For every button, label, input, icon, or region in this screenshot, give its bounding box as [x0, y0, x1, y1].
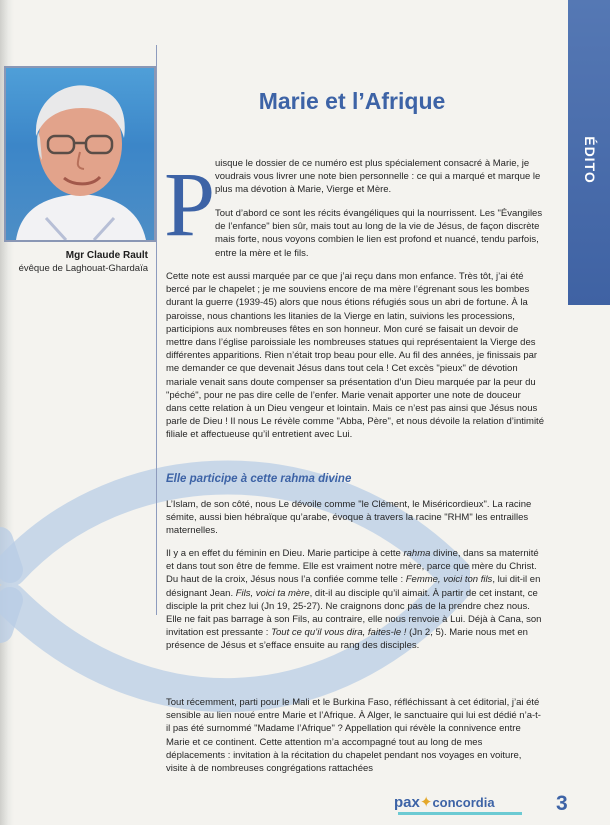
- paragraph-5-quote: Fils, voici ta mère: [235, 587, 310, 599]
- section-tab-label: ÉDITO: [582, 136, 598, 184]
- logo-pax: pax: [394, 794, 420, 811]
- paragraph-5-part: , lui dit-il en désignant Jean.: [166, 574, 541, 599]
- logo-dot-icon: ✦: [419, 794, 433, 811]
- logo-concordia: concordia: [432, 795, 495, 810]
- author-role: évêque de Laghouat-Ghardaïa: [18, 263, 148, 274]
- paragraph-3: Cette note est aussi marquée par ce que j’ai reçu dans mon enfance. Très tôt, j’ai été bercé par le chapelet ; je me souviens encore de ma mère l’égrenant sous les bombes durant la guerre (1939-45) alors que nous étions réfugiés sous un abri de fortune. À la paroisse, nous chantions les litanies de la Vierge en latin, suivions les processions, participions aux nombreuses fêtes en son honneur. Mon curé se faisait un devoir de mettre dans l’église paroissiale les nombreuses statues qui représentaient la Vierge des différentes apparitions. Rien n’était trop beau pour elle. Au fil des années, je finissais par me demander ce que devenait Jésus dans tout cela ! Cet excès "pieux" de dévotion mariale venait sans doute compenser sa présentation d’un Dieu marquée par la peur du "péché", pour ne pas dire celle de l’enfer. Marie venait apporter une note de douceur dans cette relation à un Dieu vengeur et lointain. Mais ce n’est pas ainsi que Jésus nous parle de Dieu ! Il nous Le révèle comme "Abba, Père", et nous dévoile la relation d’intimité filiale et affectueuse qu’il entretient avec Lui.: [166, 271, 544, 441]
- paragraph-5-part: Il y a en effet du féminin en Dieu. Marie participe à cette: [166, 548, 404, 559]
- paragraph-5-part: (Jn 2, 5). Marie nous met en présence de Jésus et s’efface ensuite au rang des disciples.: [166, 627, 528, 652]
- page-number: 3: [556, 792, 568, 815]
- logo-underline: [398, 812, 522, 815]
- drop-cap: P: [164, 153, 216, 255]
- paragraph-5-quote: Tout ce qu’il vous dira, faites-le !: [271, 627, 407, 639]
- paragraph-5-quote: Femme, voici ton fils: [405, 574, 493, 586]
- paragraph-5-part: , dit-il au disciple qu’il aimait. À partir de cet instant, ce disciple la prit chez lui (Jn 19, 25-27). Ne craignons donc pas de la prendre chez nous. Elle ne fait pas barrage à son Fils, au contraire, elle nous renvoie à Lui. Déjà à Cana, son invitation est pressante :: [166, 587, 542, 639]
- paragraph-5-part: divine, dans sa maternité et dans tout son être de femme. Elle est vraiment notre mère, parce que mère du Christ. Du haut de la croix, Jésus nous l’a confiée comme telle :: [166, 548, 539, 586]
- paragraph-4: L’Islam, de son côté, nous Le dévoile comme "le Clément, le Miséricordieux". La racine sémite, aussi bien hébraïque qu’arabe, évoque à travers la racine "RHM" les entrailles maternelles.: [166, 499, 532, 537]
- article-title: Marie et l’Afrique: [258, 88, 446, 114]
- paragraph-5-italic: rahma: [403, 548, 431, 559]
- paragraph-5: [166, 547, 544, 653]
- author-name: Mgr Claude Rault: [65, 250, 148, 261]
- section-subheading: Elle participe à cette rahma divine: [166, 473, 352, 485]
- author-photo: [4, 66, 156, 242]
- column-divider: [156, 45, 157, 615]
- paragraph-6: Tout récemment, parti pour le Mali et le Burkina Faso, réfléchissant à cet éditorial, j’ai été sensible au lien noué entre Marie et l’Afrique. À Alger, le sanctuaire qui lui est dédié n’a-t-il pas été surnommé "Madame l’Afrique" ? Appellation qui révèle la connivence entre Marie et ce continent. Cette attention m’a accompagné tout au long de mes déplacements : invitation à la récitation du chapelet pendant nos voyages en voiture, visite à de nombreuses congrégations rattachées: [166, 697, 541, 775]
- paragraph-1: uisque le dossier de ce numéro est plus spécialement consacré à Marie, je voudrais vous livrer une note bien personnelle : ce qui a marqué et marque le plus ma dévotion à Marie, Vierge et Mère.: [215, 158, 541, 196]
- paragraph-2: Tout d’abord ce sont les récits évangéliques qui la nourrissent. Les "Évangiles de l’enfance" bien sûr, mais tout au long de la vie de Jésus, de façon discrète mais forte, nous voyons combien le lien est profond et nuancé, tendu parfois, entre la mère et le fils.: [215, 208, 543, 259]
